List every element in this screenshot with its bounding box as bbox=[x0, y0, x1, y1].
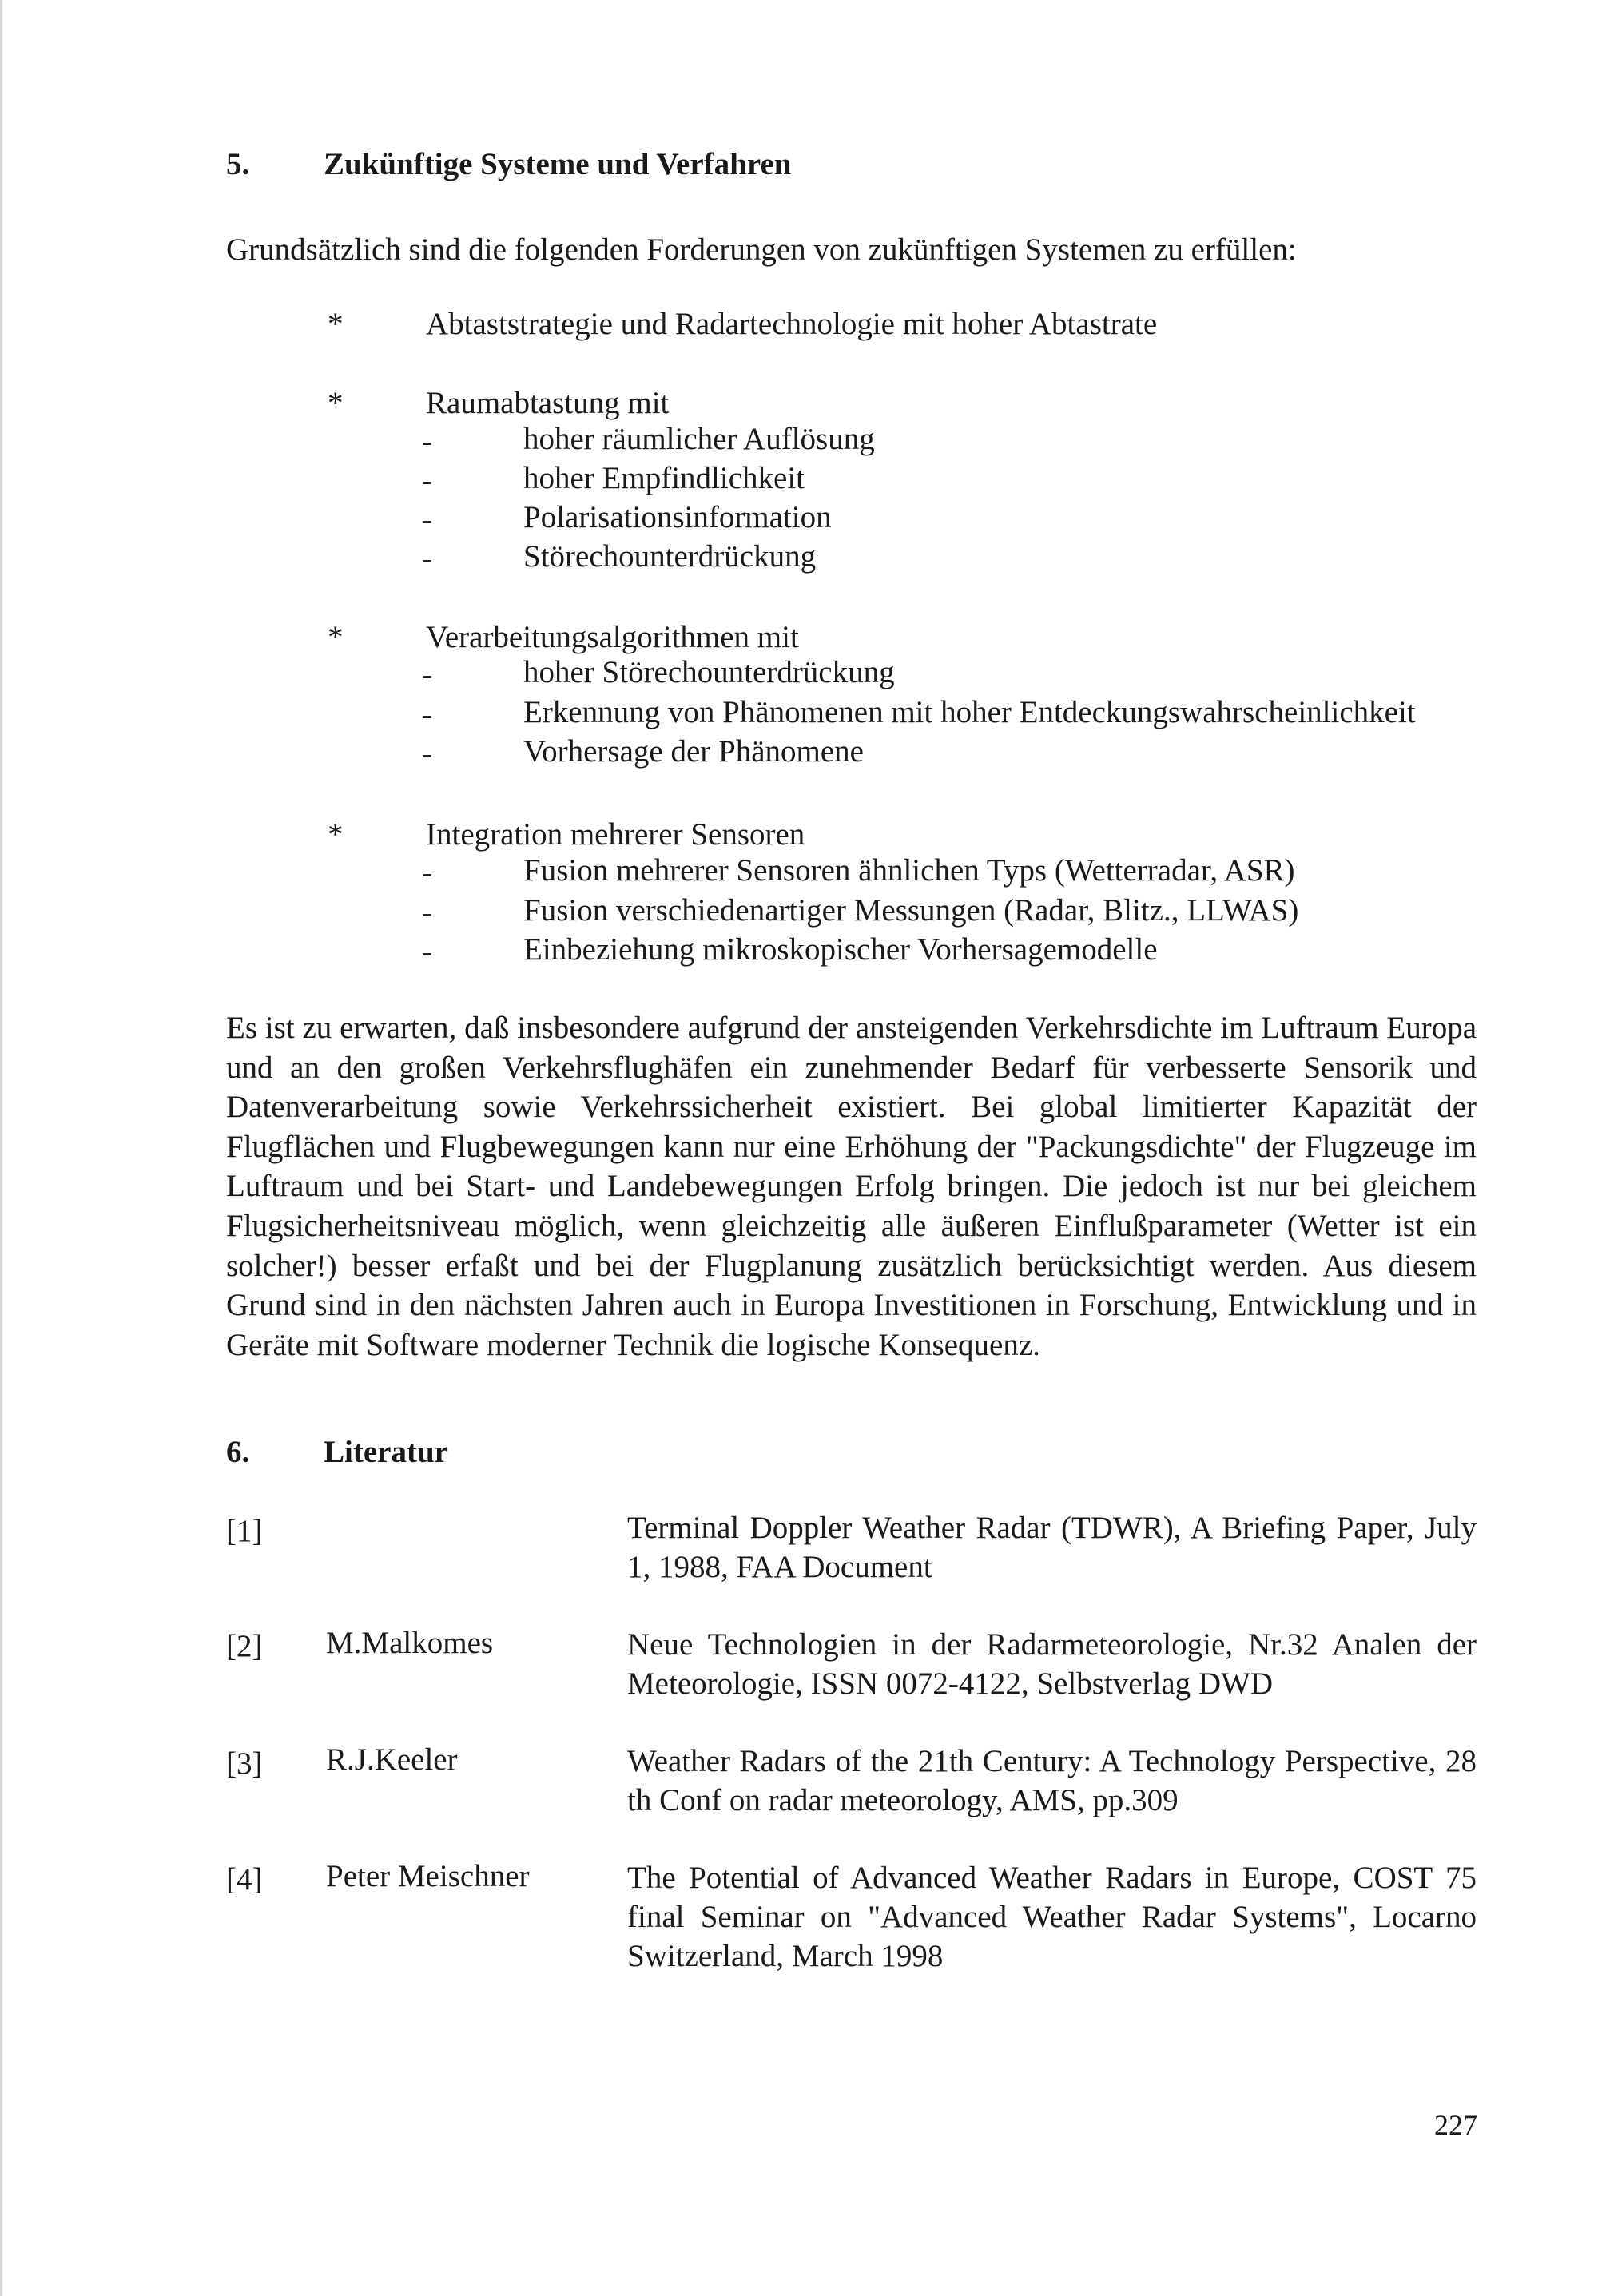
sub-item-marker: - bbox=[422, 697, 432, 732]
reference-text: Neue Technologien in der Radarmeteorologie, Nr.32 Analen der Meteorologie, ISSN 0072-4122, Selbstverlag DWD bbox=[627, 1627, 1477, 1701]
sub-item: Störechounterdrückung bbox=[523, 539, 817, 574]
sub-item-marker: - bbox=[422, 896, 432, 930]
section-5-intro: Grundsätzlich sind die folgenden Forderungen von zukünftigen Systemen zu erfüllen: bbox=[226, 232, 1297, 267]
section-5-number: 5. bbox=[226, 147, 250, 181]
reference-text: Weather Radars of the 21th Century: A Technology Perspective, 28 th Conf on radar meteorology, AMS, pp.309 bbox=[627, 1744, 1477, 1817]
section-6-title: Literatur bbox=[324, 1435, 448, 1469]
page-number: 227 bbox=[1434, 2109, 1477, 2141]
sub-item: Fusion verschiedenartiger Messungen (Radar, Blitz., LLWAS) bbox=[523, 893, 1299, 928]
bullet-label: Abtaststrategie und Radartechnologie mit hoher Abtastrate bbox=[426, 307, 1158, 341]
bullet-marker: * bbox=[328, 620, 344, 654]
reference-author: M.Malkomes bbox=[326, 1626, 494, 1660]
reference-number: [2] bbox=[226, 1629, 263, 1663]
sub-item: Vorhersage der Phänomene bbox=[523, 734, 864, 769]
sub-item: Fusion mehrerer Sensoren ähnlichen Typs (Wetterradar, ASR) bbox=[523, 853, 1295, 888]
sub-item: Polarisationsinformation bbox=[523, 500, 832, 534]
sub-item-marker: - bbox=[422, 657, 432, 692]
sub-item: hoher räumlicher Auflösung bbox=[523, 422, 875, 456]
sub-item-marker: - bbox=[422, 542, 432, 576]
reference-text: The Potential of Advanced Weather Radars in Europe, COST 75 final Seminar on "Advanced Weather Radar Systems", Locarno Switzerland, March 1998 bbox=[627, 1861, 1477, 1973]
sub-item-marker: - bbox=[422, 737, 432, 771]
bullet-label: Raumabtastung mit bbox=[426, 386, 670, 420]
bullet-marker: * bbox=[328, 307, 344, 341]
sub-item: Einbeziehung mikroskopischer Vorhersagemodelle bbox=[523, 932, 1158, 967]
sub-item: Erkennung von Phänomenen mit hoher Entdeckungswahrscheinlichkeit bbox=[523, 695, 1416, 729]
section-5-paragraph: Es ist zu erwarten, daß insbesondere aufgrund der ansteigenden Verkehrsdichte im Luftraum Europa und an den großen Verkehrsflughäfen ein zunehmender Bedarf für verbesserte Sensorik und Datenverarbeitung sowie Verkehrssicherheit existiert. Bei global limitierter Kapazität der Flugflächen und Flugbewegungen kann nur eine Erhöhung der "Packungsdichte" der Flugzeuge im Luftraum und bei Start- und Landebewegungen Erfolg bringen. Die jedoch ist nur bei gleichem Flugsicherheitsniveau möglich, wenn gleichzeitig alle äußeren Einflußparameter (Wetter ist ein solcher!) besser erfaßt und bei der Flugplanung zusätzlich berücksichtigt werden. Aus diesem Grund sind in den nächsten Jahren auch in Europa Investitionen in Forschung, Entwicklung und in Geräte mit Software moderner Technik die logische Konsequenz. bbox=[226, 1011, 1477, 1362]
reference-number: [4] bbox=[226, 1862, 263, 1897]
reference-text: Terminal Doppler Weather Radar (TDWR), A Briefing Paper, July 1, 1988, FAA Document bbox=[627, 1511, 1477, 1584]
sub-item-marker: - bbox=[422, 463, 432, 498]
reference-author: Peter Meischner bbox=[326, 1859, 530, 1893]
section-5-title: Zukünftige Systeme und Verfahren bbox=[324, 147, 792, 181]
reference-author: R.J.Keeler bbox=[326, 1742, 458, 1777]
sub-item: hoher Empfindlichkeit bbox=[523, 461, 805, 495]
sub-item: hoher Störechounterdrückung bbox=[523, 655, 895, 689]
sub-item-marker: - bbox=[422, 935, 432, 969]
sub-item-marker: - bbox=[422, 502, 432, 537]
bullet-marker: * bbox=[328, 386, 344, 420]
reference-number: [3] bbox=[226, 1746, 263, 1781]
sub-item-marker: - bbox=[422, 856, 432, 890]
bullet-label: Verarbeitungsalgorithmen mit bbox=[426, 620, 799, 654]
bullet-label: Integration mehrerer Sensoren bbox=[426, 817, 805, 852]
section-6-number: 6. bbox=[226, 1435, 250, 1469]
sub-item-marker: - bbox=[422, 424, 432, 459]
reference-number: [1] bbox=[226, 1514, 263, 1548]
scan-edge bbox=[0, 0, 2, 2296]
bullet-marker: * bbox=[328, 817, 344, 852]
